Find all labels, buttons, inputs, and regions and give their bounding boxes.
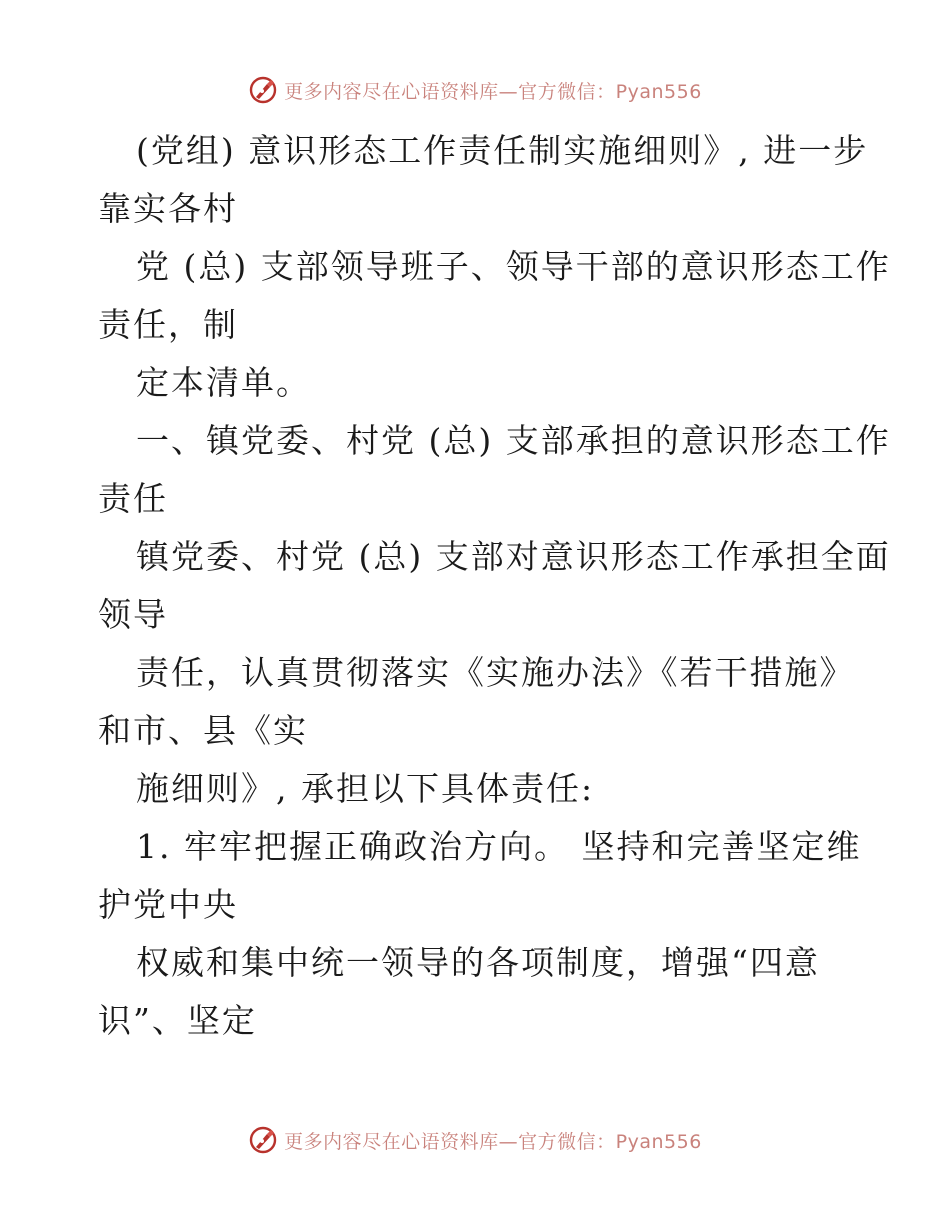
text-line: 责任	[98, 479, 168, 518]
text-line: 权威和集中统一领导的各项制度，增强“四意	[136, 943, 820, 982]
text-line: 定本清单。	[136, 363, 311, 402]
text-line: 责任，制	[98, 305, 238, 344]
text-line: 领导	[98, 595, 168, 634]
text-line: 责任，认真贯彻落实《实施办法》《若干措施》	[136, 653, 855, 692]
text-line: 靠实各村	[98, 189, 238, 228]
text-line: (党组) 意识形态工作责任制实施细则》, 进一步	[136, 131, 869, 170]
footer-banner-text: 更多内容尽在心语资料库—官方微信：Pyan556	[284, 1130, 702, 1153]
pen-logo-icon	[248, 75, 278, 105]
document-body	[98, 122, 891, 1050]
pen-logo-icon	[248, 1125, 278, 1155]
footer-banner	[0, 1120, 950, 1160]
text-line: 党 (总) 支部领导班子、领导干部的意识形态工作	[136, 247, 891, 286]
text-line: 施细则》, 承担以下具体责任:	[136, 769, 595, 808]
text-line: 护党中央	[98, 885, 238, 924]
header-banner-text: 更多内容尽在心语资料库—官方微信：Pyan556	[284, 80, 702, 103]
text-line: 和市、县《实	[98, 711, 308, 750]
text-line: 识”、坚定	[98, 1001, 257, 1040]
text-line: 一、镇党委、村党 (总) 支部承担的意识形态工作	[136, 421, 891, 460]
header-banner	[0, 70, 950, 110]
text-line: 1. 牢牢把握正确政治方向。 坚持和完善坚定维	[136, 827, 862, 866]
text-line: 镇党委、村党 (总) 支部对意识形态工作承担全面	[136, 537, 891, 576]
